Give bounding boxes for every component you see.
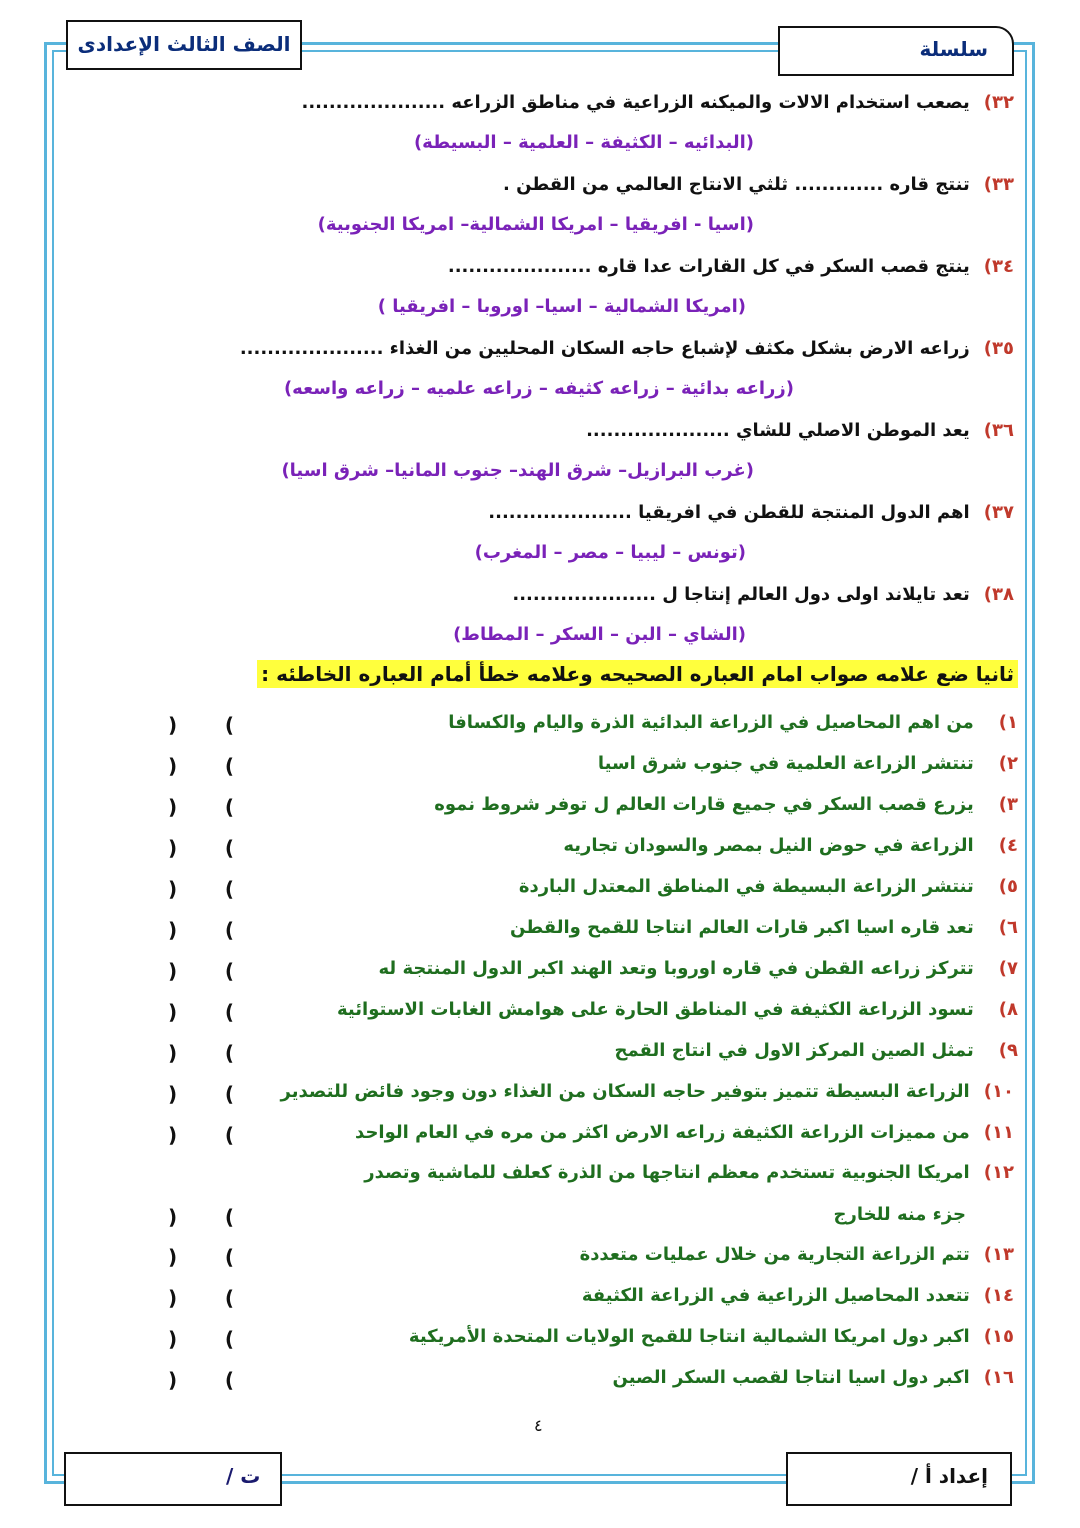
mcq-options-32: (البدائيه – الكثيفة – العلمية – البسيطة): [413, 132, 754, 153]
tf-answer-7[interactable]: ) (: [168, 959, 234, 983]
prepared-by-box: [786, 1452, 1012, 1506]
grade-label: الصف الثالث الإعدادى: [77, 32, 291, 56]
tf-answer-12[interactable]: ) (: [168, 1205, 234, 1229]
tf-answer-15[interactable]: ) (: [168, 1327, 234, 1351]
tf-item-12-continued: جزء منه للخارج: [833, 1204, 966, 1225]
tf-answer-2[interactable]: ) (: [168, 754, 234, 778]
tf-answer-1[interactable]: ) (: [168, 713, 234, 737]
section-title-true-false: ثانيا ضع علامه صواب امام العباره الصحيحه وعلامه خطأ أمام العباره الخاطئه :: [257, 660, 1018, 688]
tf-answer-4[interactable]: ) (: [168, 836, 234, 860]
mcq-question-38: ٣٨) تعد تايلاند اولى دول العالم إنتاجا ل .....................: [512, 584, 1014, 605]
mcq-question-36: ٣٦) يعد الموطن الاصلي للشاي .....................: [586, 420, 1014, 441]
tf-answer-10[interactable]: ) (: [168, 1082, 234, 1106]
tf-item-7: ٧) تتركز زراعه القطن في قاره اوروبا وتعد الهند اكبر الدول المنتجة له: [378, 958, 1018, 979]
series-label-box: [778, 26, 1014, 76]
tf-answer-16[interactable]: ) (: [168, 1368, 234, 1392]
mcq-question-33: ٣٣) تنتج قاره ............. ثلثي الانتاج العالمي من القطن .: [502, 174, 1014, 195]
mcq-options-37: (تونس – ليبيا – مصر – المغرب): [474, 542, 746, 563]
tf-item-14: ١٤) تتعدد المحاصيل الزراعية في الزراعة الكثيفة: [581, 1285, 1014, 1306]
tf-answer-9[interactable]: ) (: [168, 1041, 234, 1065]
tf-answer-14[interactable]: ) (: [168, 1286, 234, 1310]
teacher-label: ت /: [226, 1464, 261, 1488]
mcq-question-37: ٣٧) اهم الدول المنتجة للقطن في افريقيا .....................: [488, 502, 1014, 523]
mcq-options-34: (امريكا الشمالية – اسيا– اوروبا – افريقيا ): [377, 296, 746, 317]
tf-item-3: ٣) يزرع قصب السكر في جميع قارات العالم ل توفر شروط نموه: [434, 794, 1018, 815]
tf-item-11: ١١) من مميزات الزراعة الكثيفة زراعه الارض اكثر من مره في العام الواحد: [355, 1122, 1014, 1143]
grade-label-box: [66, 20, 302, 70]
tf-item-15: ١٥) اكبر دول امريكا الشمالية انتاجا للقمح الولايات المتحدة الأمريكية: [408, 1326, 1014, 1347]
tf-answer-11[interactable]: ) (: [168, 1123, 234, 1147]
tf-item-5: ٥) تنتشر الزراعة البسيطة في المناطق المعتدل الباردة: [518, 876, 1018, 897]
tf-item-9: ٩) تمثل الصين المركز الاول في انتاج القمح: [614, 1040, 1018, 1061]
tf-item-12: ١٢) امريكا الجنوبية تستخدم معظم انتاجها من الذرة كعلف للماشية وتصدر: [364, 1162, 1014, 1183]
tf-item-6: ٦) تعد قاره اسيا اكبر قارات العالم انتاجا للقمح والقطن: [510, 917, 1018, 938]
tf-item-2: ٢) تنتشر الزراعة العلمية في جنوب شرق اسيا: [597, 753, 1018, 774]
mcq-options-36: (غرب البرازيل– شرق الهند– جنوب المانيا– شرق اسيا): [281, 460, 754, 481]
tf-answer-6[interactable]: ) (: [168, 918, 234, 942]
tf-answer-5[interactable]: ) (: [168, 877, 234, 901]
tf-answer-3[interactable]: ) (: [168, 795, 234, 819]
tf-item-10: ١٠) الزراعة البسيطة تتميز بتوفير حاجه السكان من الغذاء دون وجود فائض للتصدير: [280, 1081, 1014, 1102]
page-number: ٤: [534, 1416, 543, 1435]
prepared-by-label: إعداد أ /: [910, 1464, 988, 1488]
mcq-options-38: (الشاي – البن – السكر – المطاط): [453, 624, 746, 645]
teacher-box: [64, 1452, 282, 1506]
mcq-options-33: (اسيا - افريقيا – امريكا الشمالية– امريكا الجنوبية): [317, 214, 754, 235]
tf-answer-8[interactable]: ) (: [168, 1000, 234, 1024]
mcq-question-35: ٣٥) زراعه الارض بشكل مكثف لإشباع حاجه السكان المحليين من الغذاء .....................: [239, 338, 1014, 359]
series-label: سلسلة: [919, 37, 988, 61]
tf-item-1: ١) من اهم المحاصيل في الزراعة البدائية الذرة واليام والكسافا: [448, 712, 1018, 733]
tf-answer-13[interactable]: ) (: [168, 1245, 234, 1269]
tf-item-4: ٤) الزراعة في حوض النيل بمصر والسودان تجاريه: [563, 835, 1018, 856]
tf-item-16: ١٦) اكبر دول اسيا انتاجا لقصب السكر الصين: [612, 1367, 1014, 1388]
mcq-question-34: ٣٤) ينتج قصب السكر في كل القارات عدا قاره .....................: [447, 256, 1014, 277]
mcq-question-32: ٣٢) يصعب استخدام الالات والميكنه الزراعية في مناطق الزراعه .....................: [301, 92, 1014, 113]
mcq-options-35: (زراعه بدائية – زراعه كثيفه – زراعه علميه – زراعه واسعه): [283, 378, 794, 399]
tf-item-8: ٨) تسود الزراعة الكثيفة في المناطق الحارة على هوامش الغابات الاستوائية: [337, 999, 1018, 1020]
tf-item-13: ١٣) تتم الزراعة التجارية من خلال عمليات متعددة: [579, 1244, 1014, 1265]
